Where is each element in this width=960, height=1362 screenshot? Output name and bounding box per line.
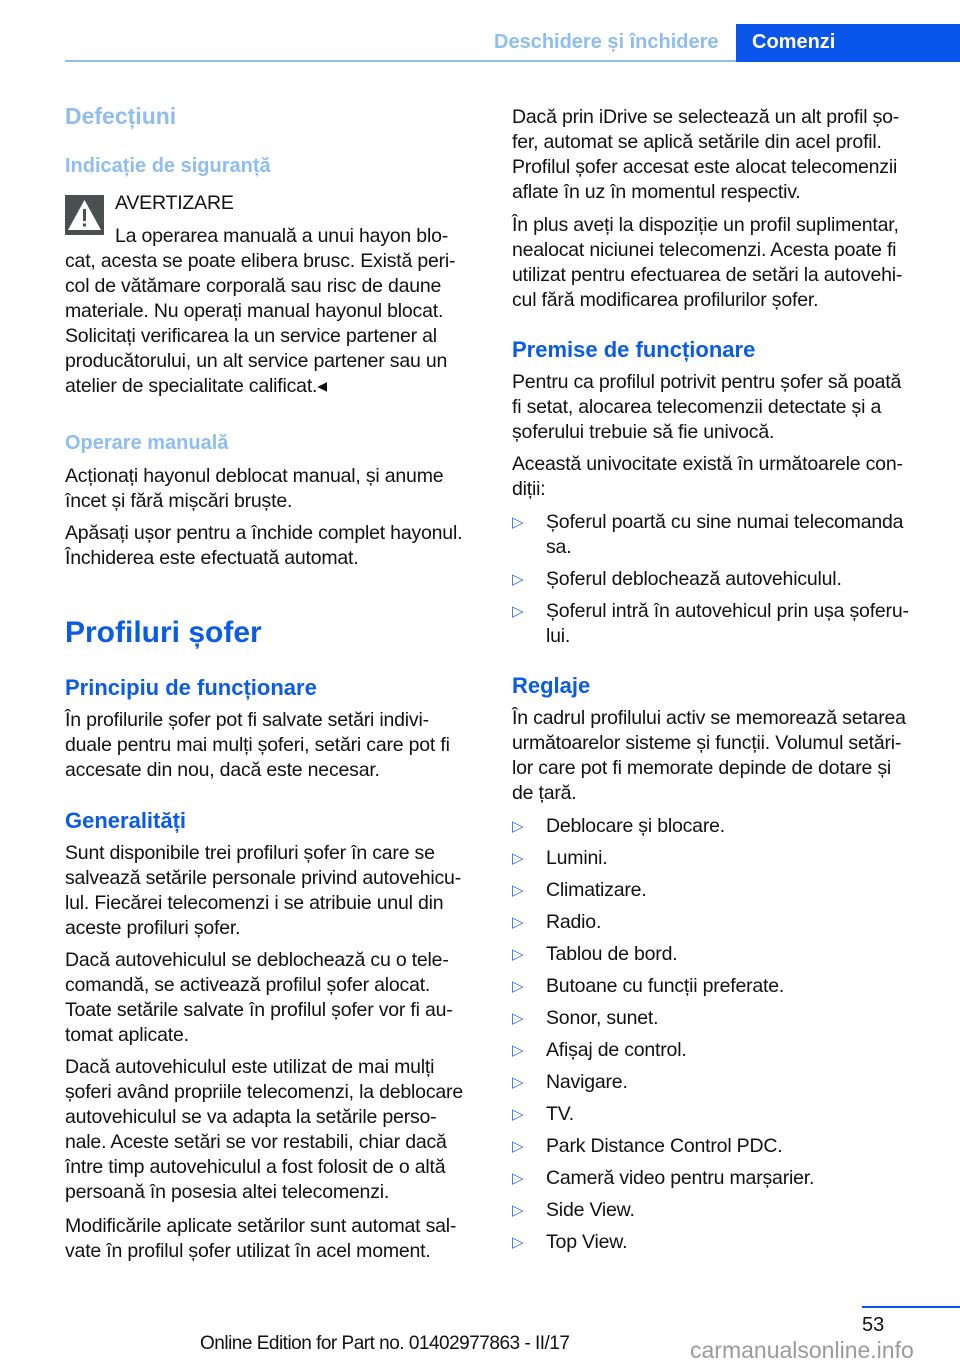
paragraph: Apăsați ușor pentru a închide complet hayonul. Închiderea este efectuată automat. (65, 522, 463, 569)
warning-text: La operarea manuală a unui hayon blo- cat, acesta se poate elibera brusc. Există peri- col de vătămare corporală sau risc de daune materiale. Nu operați manual hayonul blocat. Solicitați verificarea la un service partener al producătorului, un alt service partener sau un atelier de specialitate calificat.◂ (65, 225, 456, 397)
list-item-text: Șoferul deblochează autovehiculul. (546, 568, 842, 590)
bullet-triangle-icon: ▷ (512, 603, 524, 620)
heading-reglaje: Reglaje (512, 673, 591, 698)
paragraph: În cadrul profilului activ se memorează setarea următoarelor sisteme și funcții. Volumul setări- lor care pot fi memorate depinde de dotare și de țară. (512, 707, 906, 804)
list-item-text: Radio. (546, 911, 602, 933)
bullet-triangle-icon: ▷ (512, 850, 524, 867)
list-item-text: Sonor, sunet. (546, 1007, 659, 1029)
warning-title: AVERTIZARE (115, 192, 234, 214)
list-item-text: Afișaj de control. (546, 1039, 687, 1061)
paragraph: Pentru ca profilul potrivit pentru șofer să poată fi setat, alocarea telecomenzii detectate și a șoferului trebuie să fie univocă. (512, 371, 902, 443)
bullet-triangle-icon: ▷ (512, 1010, 524, 1027)
heading-operare: Operare manuală (65, 432, 229, 454)
bullet-triangle-icon: ▷ (512, 1170, 524, 1187)
list-item-text: Șoferul intră în autovehicul prin ușa șoferu- lui. (546, 600, 909, 647)
bullet-triangle-icon: ▷ (512, 1202, 524, 1219)
heading-profiluri: Profiluri șofer (65, 616, 262, 649)
paragraph: Dacă prin iDrive se selectează un alt profil șo- fer, automat se aplică setările din acel profil. Profilul șofer accesat este alocat telecomenzii aflate în uz în momentul respectiv. (512, 106, 900, 203)
list-item-text: Climatizare. (546, 879, 647, 901)
list-item-text: Deblocare și blocare. (546, 815, 725, 837)
heading-indicatie: Indicație de siguranță (65, 155, 271, 177)
list-item-text: Cameră video pentru marșarier. (546, 1167, 815, 1189)
footer-rule (862, 1306, 960, 1308)
heading-generalitati: Generalități (65, 808, 187, 833)
bullet-triangle-icon: ▷ (512, 1138, 524, 1155)
list-item-text: Side View. (546, 1199, 635, 1221)
bullet-triangle-icon: ▷ (512, 882, 524, 899)
list-item-text: Navigare. (546, 1071, 628, 1093)
paragraph: Dacă autovehiculul se deblochează cu o tele- comandă, se activează profilul șofer alocat. Toate setările salvate în profilul șofer vor fi au- tomat aplicate. (65, 949, 453, 1046)
list-item-text: Șoferul poartă cu sine numai telecomanda sa. (546, 511, 904, 558)
list-item-text: Butoane cu funcții preferate. (546, 975, 785, 997)
bullet-triangle-icon: ▷ (512, 1042, 524, 1059)
bullet-triangle-icon: ▷ (512, 946, 524, 963)
page-number: 53 (862, 1314, 885, 1336)
paragraph: Această univocitate există în următoarele con- diții: (512, 453, 903, 500)
bullet-triangle-icon: ▷ (512, 1074, 524, 1091)
bullet-triangle-icon: ▷ (512, 978, 524, 995)
bullet-triangle-icon: ▷ (512, 1234, 524, 1251)
list-item-text: Top View. (546, 1231, 628, 1253)
paragraph: În profilurile șofer pot fi salvate setări indivi- duale pentru mai mulți șoferi, setări care pot fi accesate din nou, dacă este necesar. (65, 709, 450, 781)
heading-principiu: Principiu de funcționare (65, 675, 317, 700)
list-item-text: TV. (546, 1103, 574, 1125)
bullet-triangle-icon: ▷ (512, 1106, 524, 1123)
paragraph: Dacă autovehiculul este utilizat de mai mulți șoferi având propriile telecomenzi, la deblocare autovehiculul se va adapta la setările perso- nale. Aceste setări se vor restabili, chiar dacă între timp autovehiculul a fost folosit de o altă persoană în posesia altei telecomenzi. (65, 1056, 463, 1203)
header-section[interactable]: Deschidere și închidere (494, 31, 719, 53)
paragraph: Sunt disponibile trei profiluri șofer în care se salvează setările personale privind autovehicu- lul. Fiecărei telecomenzi i se atribuie unul din aceste profiluri șofer. (65, 842, 461, 939)
header-chapter-tab[interactable] (736, 24, 960, 62)
heading-defectiuni: Defecțiuni (65, 103, 177, 129)
list-item-text: Park Distance Control PDC. (546, 1135, 783, 1157)
heading-premise: Premise de funcționare (512, 337, 756, 362)
footer-edition: Online Edition for Part no. 01402977863 - II/17 (200, 1333, 570, 1354)
watermark: carmanualsonline.info (690, 1337, 914, 1362)
paragraph: Modificările aplicate setărilor sunt automat sal- vate în profilul șofer utilizat în acel moment. (65, 1215, 457, 1262)
list-item-text: Lumini. (546, 847, 608, 869)
bullet-triangle-icon: ▷ (512, 571, 524, 588)
bullet-triangle-icon: ▷ (512, 514, 524, 531)
paragraph: În plus aveți la dispoziție un profil suplimentar, nealocat niciunei telecomenzi. Acesta poate fi utilizat pentru efectuarea de setări la autovehi- cul fără modificarea profilurilor șofer. (512, 214, 903, 311)
paragraph: Acționați hayonul deblocat manual, și anume încet și fără mișcări bruște. (65, 465, 444, 512)
list-item-text: Tablou de bord. (546, 943, 678, 965)
bullet-triangle-icon: ▷ (512, 818, 524, 835)
header-chapter: Comenzi (752, 31, 836, 53)
bullet-triangle-icon: ▷ (512, 914, 524, 931)
